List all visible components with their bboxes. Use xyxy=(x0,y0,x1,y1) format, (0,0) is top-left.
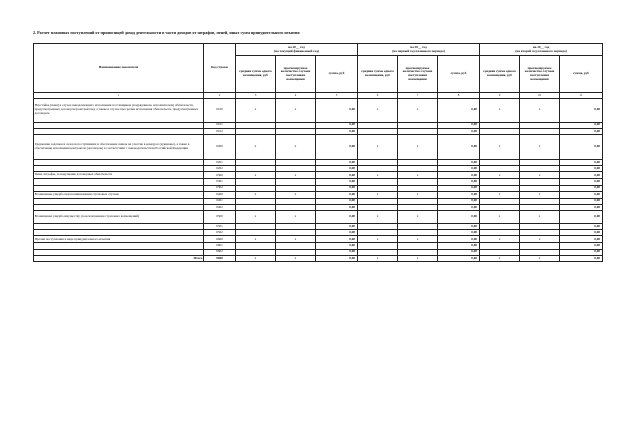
sum-cell: 0,00 xyxy=(316,211,358,224)
sum-cell: 0,00 xyxy=(316,166,358,172)
not-applicable-cell: x xyxy=(358,255,398,261)
sum-header: сумма, руб xyxy=(316,56,358,93)
indicator-name: Неустойка (пеня) в случае ненадлежащего исполнения поставщиком (подрядчиком, исполнителем) обязательств, предусмотренных договором (контрактом), а также в случае просрочки исполнения обязательств, предусмотренных договором xyxy=(34,98,204,122)
not-applicable-cell: x xyxy=(236,191,276,198)
sum-cell: 0,00 xyxy=(316,230,358,236)
not-applicable-cell: x xyxy=(520,191,560,198)
not-applicable-cell: x xyxy=(276,191,316,198)
row-code: 0501 xyxy=(204,224,236,230)
not-applicable-cell: x xyxy=(398,134,438,159)
row-code: 0301 xyxy=(204,179,236,185)
avg-amount-header: средняя сумма одного возмещения, руб xyxy=(480,56,520,93)
column-number: 4 xyxy=(276,93,316,99)
case-count-header: прогнозируемое количество случаев поступления возмещения xyxy=(276,56,316,93)
sum-cell: 0,00 xyxy=(560,172,603,179)
sum-cell: 0,00 xyxy=(560,224,603,230)
sum-cell: 0,00 xyxy=(438,255,480,261)
not-applicable-cell: x xyxy=(236,172,276,179)
indicator-name: Удержание задатков и залогов поступивших в обеспечение заявок на участие в конкурсе (аукционе), а также в обеспечение исполнения контрактов (договоров) в соответствии с законодательством Российской Федерации xyxy=(34,134,204,159)
sum-cell: 0,00 xyxy=(560,98,603,122)
row-code: 0400 xyxy=(204,191,236,198)
not-applicable-cell: x xyxy=(398,211,438,224)
row-code: 0600 xyxy=(204,236,236,243)
not-applicable-cell: x xyxy=(236,134,276,159)
total-label: Итого xyxy=(34,255,204,261)
period-header-first-plan: на 20__ год (на первый год планового периода) xyxy=(358,44,480,56)
column-number: 10 xyxy=(520,93,560,99)
not-applicable-cell: x xyxy=(480,236,520,243)
period-header-second-plan: на 20__ год (на второй год планового периода) xyxy=(480,44,603,56)
sum-cell: 0,00 xyxy=(560,204,603,210)
not-applicable-cell: x xyxy=(236,211,276,224)
avg-amount-header: средняя сумма одного возмещения, руб xyxy=(358,56,398,93)
not-applicable-cell: x xyxy=(398,98,438,122)
not-applicable-cell: x xyxy=(480,211,520,224)
row-code: 0602 xyxy=(204,249,236,255)
sum-cell: 0,00 xyxy=(316,249,358,255)
sum-cell: 0,00 xyxy=(560,230,603,236)
table-row xyxy=(34,191,603,198)
not-applicable-cell: x xyxy=(398,172,438,179)
sum-cell: 0,00 xyxy=(560,243,603,249)
sum-cell: 0,00 xyxy=(438,172,480,179)
sum-cell: 0,00 xyxy=(438,249,480,255)
column-number: 7 xyxy=(398,93,438,99)
not-applicable-cell: x xyxy=(520,255,560,261)
indicator-name: Пени, штрафы, за нарушение договорных обязательств xyxy=(34,172,204,179)
sum-cell: 0,00 xyxy=(438,198,480,204)
not-applicable-cell: x xyxy=(520,172,560,179)
sum-cell: 0,00 xyxy=(560,198,603,204)
avg-amount-header: средняя сумма одного возмещения, руб xyxy=(236,56,276,93)
sum-cell: 0,00 xyxy=(560,122,603,128)
sum-cell: 0,00 xyxy=(560,134,603,159)
not-applicable-cell: x xyxy=(480,255,520,261)
sum-cell: 0,00 xyxy=(438,179,480,185)
column-number: 1 xyxy=(34,93,204,99)
not-applicable-cell: x xyxy=(358,134,398,159)
column-number: 6 xyxy=(358,93,398,99)
not-applicable-cell: x xyxy=(276,98,316,122)
not-applicable-cell: x xyxy=(520,236,560,243)
sum-cell: 0,00 xyxy=(560,249,603,255)
indicator-name: Прочие поступления в виде принудительного изъятия xyxy=(34,236,204,243)
row-code: 0102 xyxy=(204,128,236,134)
row-code: 0302 xyxy=(204,185,236,191)
not-applicable-cell: x xyxy=(236,98,276,122)
table-row xyxy=(34,236,603,243)
sum-cell: 0,00 xyxy=(438,243,480,249)
column-number: 5 xyxy=(316,93,358,99)
not-applicable-cell: x xyxy=(236,236,276,243)
row-code: 0502 xyxy=(204,230,236,236)
sum-cell: 0,00 xyxy=(438,159,480,165)
sum-cell: 0,00 xyxy=(316,159,358,165)
not-applicable-cell: x xyxy=(358,211,398,224)
sum-cell: 0,00 xyxy=(438,204,480,210)
row-code: 0100 xyxy=(204,98,236,122)
income-calculation-table xyxy=(33,43,603,262)
table-row xyxy=(34,98,603,122)
not-applicable-cell: x xyxy=(236,255,276,261)
sum-cell: 0,00 xyxy=(560,185,603,191)
row-code: 0402 xyxy=(204,204,236,210)
sum-cell: 0,00 xyxy=(438,128,480,134)
not-applicable-cell: x xyxy=(480,172,520,179)
not-applicable-cell: x xyxy=(358,172,398,179)
total-row xyxy=(34,255,603,261)
row-code: 0101 xyxy=(204,122,236,128)
column-number: 9 xyxy=(480,93,520,99)
indicator-name: Возмещение ущерба при возникновении страховых случаев xyxy=(34,191,204,198)
sum-cell: 0,00 xyxy=(316,179,358,185)
not-applicable-cell: x xyxy=(520,134,560,159)
sum-cell: 0,00 xyxy=(316,122,358,128)
row-code: 0300 xyxy=(204,172,236,179)
sum-cell: 0,00 xyxy=(316,98,358,122)
not-applicable-cell: x xyxy=(480,134,520,159)
not-applicable-cell: x xyxy=(358,98,398,122)
sum-cell: 0,00 xyxy=(560,179,603,185)
not-applicable-cell: x xyxy=(398,255,438,261)
sum-cell: 0,00 xyxy=(316,128,358,134)
column-number: 8 xyxy=(438,93,480,99)
indicator-name: Возмещение ущерба имуществу (за исключением страховых возмещений) xyxy=(34,211,204,224)
sum-cell: 0,00 xyxy=(438,122,480,128)
not-applicable-cell: x xyxy=(276,134,316,159)
not-applicable-cell: x xyxy=(398,191,438,198)
sum-cell: 0,00 xyxy=(560,255,603,261)
sum-cell: 0,00 xyxy=(438,185,480,191)
row-code-header: Код строки xyxy=(204,44,236,93)
sum-cell: 0,00 xyxy=(438,134,480,159)
table-body xyxy=(34,98,603,261)
row-code: 0202 xyxy=(204,166,236,172)
column-number: 11 xyxy=(560,93,603,99)
sum-cell: 0,00 xyxy=(438,236,480,243)
period-header-current: на 20__ год (на текущий финансовый год) xyxy=(236,44,358,56)
sum-cell: 0,00 xyxy=(316,172,358,179)
sum-cell: 0,00 xyxy=(560,211,603,224)
sum-cell: 0,00 xyxy=(316,243,358,249)
sum-cell: 0,00 xyxy=(316,185,358,191)
table-row xyxy=(34,134,603,159)
column-number: 3 xyxy=(236,93,276,99)
not-applicable-cell: x xyxy=(276,211,316,224)
not-applicable-cell: x xyxy=(276,172,316,179)
row-code: 0601 xyxy=(204,243,236,249)
not-applicable-cell: x xyxy=(520,98,560,122)
not-applicable-cell: x xyxy=(520,211,560,224)
sum-cell: 0,00 xyxy=(560,166,603,172)
table-row xyxy=(34,172,603,179)
indicator-header: Наименование показателя xyxy=(34,44,204,93)
case-count-header: прогнозируемое количество случаев поступления возмещения xyxy=(398,56,438,93)
sum-cell: 0,00 xyxy=(438,98,480,122)
sum-cell: 0,00 xyxy=(438,230,480,236)
not-applicable-cell: x xyxy=(276,255,316,261)
not-applicable-cell: x xyxy=(480,191,520,198)
page-title: 2. Расчет плановых поступлений от приносящей доход деятельности в части доходов от штрафов, пеней, иных сумм принудительного изъятия xyxy=(33,30,300,35)
sum-cell: 0,00 xyxy=(438,224,480,230)
sum-cell: 0,00 xyxy=(438,166,480,172)
sum-cell: 0,00 xyxy=(438,211,480,224)
sum-cell: 0,00 xyxy=(316,255,358,261)
sum-cell: 0,00 xyxy=(316,236,358,243)
sum-cell: 0,00 xyxy=(316,198,358,204)
row-code: 0200 xyxy=(204,134,236,159)
table-header xyxy=(34,44,603,99)
sum-cell: 0,00 xyxy=(560,236,603,243)
sum-header: сумма, руб xyxy=(560,56,603,93)
sum-cell: 0,00 xyxy=(560,191,603,198)
sum-cell: 0,00 xyxy=(560,128,603,134)
case-count-header: прогнозируемое количество случаев поступления возмещения xyxy=(520,56,560,93)
row-code: 0500 xyxy=(204,211,236,224)
not-applicable-cell: x xyxy=(480,98,520,122)
sum-cell: 0,00 xyxy=(316,204,358,210)
table-row xyxy=(34,211,603,224)
sum-cell: 0,00 xyxy=(438,191,480,198)
column-number: 2 xyxy=(204,93,236,99)
not-applicable-cell: x xyxy=(358,236,398,243)
not-applicable-cell: x xyxy=(398,236,438,243)
not-applicable-cell: x xyxy=(276,236,316,243)
sum-cell: 0,00 xyxy=(316,224,358,230)
row-code: 0401 xyxy=(204,198,236,204)
row-code: 0201 xyxy=(204,159,236,165)
row-code: 9000 xyxy=(204,255,236,261)
sum-header: сумма, руб xyxy=(438,56,480,93)
sum-cell: 0,00 xyxy=(316,134,358,159)
sum-cell: 0,00 xyxy=(316,191,358,198)
sum-cell: 0,00 xyxy=(560,159,603,165)
not-applicable-cell: x xyxy=(358,191,398,198)
